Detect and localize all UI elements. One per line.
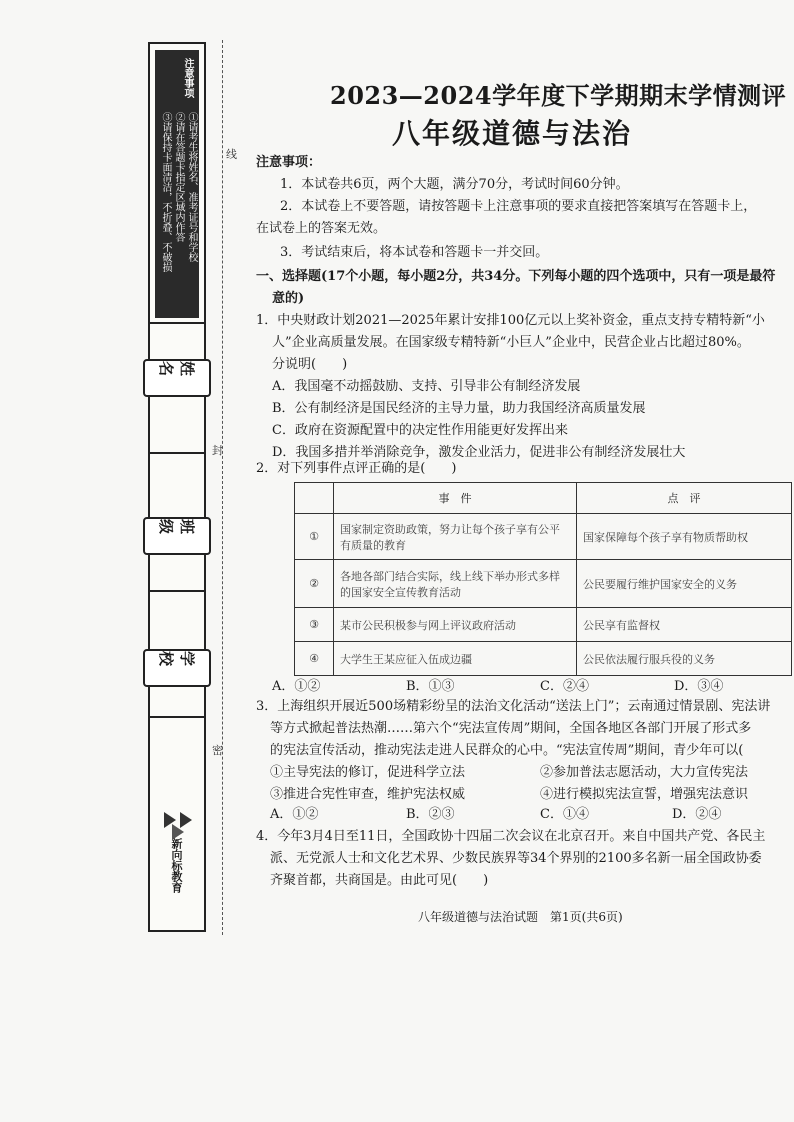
- note-2: 2．本试卷上不要答题，请按答题卡上注意事项的要求直接把答案填写在答题卡上，: [280, 199, 757, 214]
- q1-stem-2: 人”企业高质量发展。在国家级专精特新“小巨人”企业中，民营企业占比超过80%。: [272, 335, 750, 350]
- row-num: ③: [295, 608, 334, 642]
- q3-statement-4: ④进行模拟宪法宣誓，增强宪法意识: [540, 787, 749, 802]
- note-3: 3．考试结束后，将本试卷和答题卡一并交回。: [280, 245, 549, 260]
- q3-option-d: D．②④: [672, 807, 722, 822]
- notes-heading: 注意事项：: [256, 155, 322, 170]
- q3-statement-3: ③推进合宪性审查，维护宪法权威: [270, 787, 466, 802]
- divider: [150, 716, 204, 718]
- q3-statement-1: ①主导宪法的修订，促进科学立法: [270, 765, 466, 780]
- q1-option-d: D．我国多措并举消除竞争，激发企业活力，促进非公有制经济发展壮大: [272, 445, 686, 460]
- q3-stem-1: 3．上海组织开展近500场精彩纷呈的法治文化活动“送法上门”；云南通过情景剧、宪法讲: [256, 699, 771, 714]
- row-comment: 公民享有监督权: [577, 608, 792, 642]
- q1-stem-3: 分说明( ): [272, 357, 348, 372]
- exam-title: 2023—2024学年度下学期期末学情测评: [330, 81, 787, 110]
- q3-stem-2: 等方式掀起普法热潮……第六个“宪法宣传周”期间，全国各地区各部门开展了形式多: [270, 721, 752, 736]
- table-header-comment: 点 评: [577, 483, 792, 514]
- q2-table: [294, 482, 792, 676]
- school-field-label: 学 校: [143, 649, 211, 687]
- table-row: [295, 608, 792, 642]
- q2-option-b: B．①③: [406, 679, 455, 694]
- class-field-label: 班 级: [143, 517, 211, 555]
- divider: [150, 452, 204, 454]
- notice-line-1: ①请考生将姓名、准考证号和学校: [186, 112, 197, 262]
- row-event: 某市公民积极参与网上评议政府活动: [334, 608, 577, 642]
- notice-line-3: ③请保持卡面清洁，不折叠、不破损: [160, 112, 171, 272]
- row-event: 国家制定资助政策，努力让每个孩子享有公平有质量的教育: [334, 514, 577, 560]
- divider: [150, 322, 204, 324]
- q3-option-c: C．①④: [540, 807, 589, 822]
- notice-tag: 注意事项: [182, 58, 193, 98]
- section-heading-cont: 意的): [272, 291, 305, 306]
- row-event: 大学生王某应征入伍成边疆: [334, 642, 577, 676]
- note-1: 1．本试卷共6页，两个大题，满分70分，考试时间60分钟。: [280, 177, 629, 192]
- q2-option-c: C．②④: [540, 679, 589, 694]
- q3-option-a: A．①②: [270, 807, 319, 822]
- table-row: [295, 514, 792, 560]
- row-comment: 公民要履行维护国家安全的义务: [577, 560, 792, 608]
- logo-text: 新向标教育: [170, 838, 183, 893]
- q3-stem-3: 的宪法宣传活动，推动宪法走进人民群众的心中。“宪法宣传周”期间，青少年可以(: [270, 743, 757, 758]
- cut-label-mi: 密: [212, 744, 223, 757]
- cut-line: [222, 40, 223, 935]
- notice-line-2: ②请在答题卡指定区域内作答: [173, 112, 184, 242]
- q2-stem: 2．对下列事件点评正确的是( ): [256, 461, 457, 476]
- q1-option-c: C．政府在资源配置中的决定性作用能更好发挥出来: [272, 423, 568, 438]
- note-2-cont: 在试卷上的答案无效。: [256, 221, 387, 236]
- q2-option-a: A．①②: [272, 679, 321, 694]
- cut-label-feng: 封: [212, 444, 223, 457]
- row-event: 各地各部门结合实际，线上线下举办形式多样的国家安全宣传教育活动: [334, 560, 577, 608]
- table-header-row: [295, 483, 792, 514]
- table-row: [295, 642, 792, 676]
- q1-option-b: B．公有制经济是国民经济的主导力量，助力我国经济高质量发展: [272, 401, 646, 416]
- subject-title: 八年级道德与法治: [392, 117, 633, 150]
- section-heading: 一、选择题(17个小题，每小题2分，共34分。下列每小题的四个选项中，只有一项是最符: [256, 269, 776, 284]
- publisher-logo: [160, 808, 196, 893]
- q1-option-a: A．我国毫不动摇鼓励、支持、引导非公有制经济发展: [272, 379, 581, 394]
- binding-strip: [148, 42, 206, 932]
- q3-statement-2: ②参加普法志愿活动，大力宣传宪法: [540, 765, 749, 780]
- q3-option-b: B．②③: [406, 807, 455, 822]
- q4-stem-3: 齐聚首都，共商国是。由此可见( ): [270, 873, 489, 888]
- q4-stem-2: 派、无党派人士和文化艺术界、少数民族界等34个界别的2100多名新一届全国政协委: [270, 851, 762, 866]
- q4-stem-1: 4．今年3月4日至11日，全国政协十四届二次会议在北京召开。来自中国共产党、各民主: [256, 829, 766, 844]
- row-num: ②: [295, 560, 334, 608]
- q2-option-d: D．③④: [674, 679, 724, 694]
- candidate-notice-box: [155, 50, 199, 318]
- table-header-num: [295, 483, 334, 514]
- row-comment: 国家保障每个孩子享有物质帮助权: [577, 514, 792, 560]
- name-field-label: 姓 名: [143, 359, 211, 397]
- row-num: ④: [295, 642, 334, 676]
- row-comment: 公民依法履行服兵役的义务: [577, 642, 792, 676]
- cut-label-xian: 线: [226, 148, 237, 161]
- table-header-event: 事 件: [334, 483, 577, 514]
- row-num: ①: [295, 514, 334, 560]
- table-row: [295, 560, 792, 608]
- page-footer: 八年级道德与法治试题 第1页(共6页): [418, 910, 623, 924]
- q1-stem-1: 1．中央财政计划2021—2025年累计安排100亿元以上奖补资金，重点支持专精特新“小: [256, 313, 765, 328]
- divider: [150, 590, 204, 592]
